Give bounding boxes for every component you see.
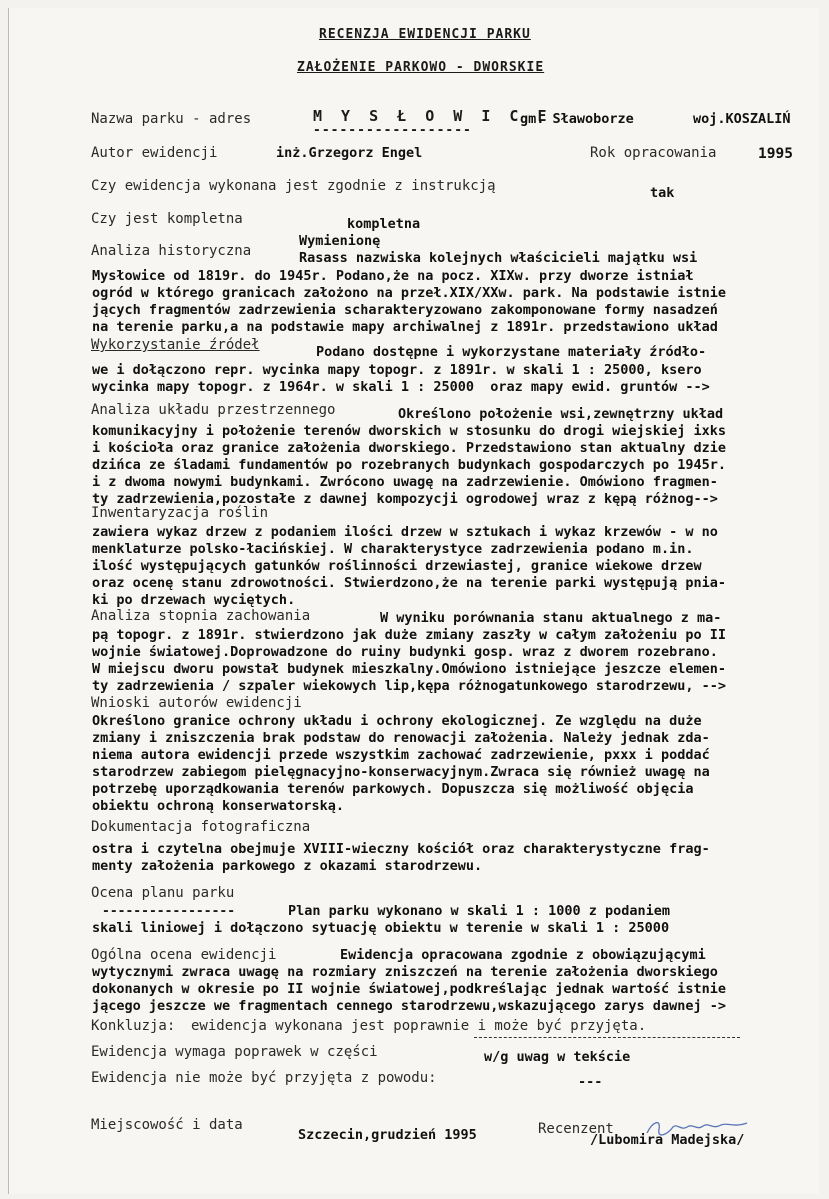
uklad-line-2: komunikacyjny i położenie terenów dworskich w stosunku do drogi wiejskiej ixks [92,423,726,439]
ogolna-line-4: jącego jeszcze we fragmentach cennego starodrzewu,wskazującego zarys dawnej -> [92,998,726,1014]
zachowanie-line-4: W miejscu dworu powstał budynek mieszkalny.Omówiono istniejące jeszcze elemen- [92,661,726,677]
place-value: Szczecin,grudzień 1995 [298,1127,477,1143]
historia-line-5: na terenie parku,a na podstawie mapy archiwalnej z 1891r. przedstawiono układ [92,319,718,335]
park-name-underline: ------------------ [313,123,472,138]
konkluzja-underline [474,1037,740,1038]
zachowanie-line-3: wojnie światowej.Doprowadzone do ruiny budynki gosp. wraz z dworem rozebrano. [92,644,718,660]
dokumentacja-line-2: menty założenia parkowego z okazami starodrzewu. [92,858,483,874]
kompletna-label: Czy jest kompletna [91,211,243,227]
plan-label: Ocena planu parku [91,885,235,901]
uklad-line-5: i z dwoma nowymi budynkami. Zwrócono uwagę na zadrzewienie. Omówiono fragmen- [92,474,718,490]
plan-line-2: skali liniowej i dołączono sytuację obiektu w terenie w skali 1 : 25000 [92,920,670,936]
zrodla-line-1: Podano dostępne i wykorzystane materiały źródło- [316,344,707,360]
dokumentacja-line-1: ostra i czytelna obejmuje XVIII-wieczny kościół oraz charakterystyczne frag- [92,841,710,857]
zachowanie-line-5: ty zadrzewienia / szpaler wiekowych lip,kępa różnogatunkowego starodrzewu, --> [92,678,726,694]
author-label: Autor ewidencji [91,145,218,161]
historia-line-4: jących fragmentów zadrzewienia scharakteryzowano zakomponowane formy nasadzeń [92,302,718,318]
wnioski-line-6: obiektu ochroną konserwatorską. [92,798,344,814]
year-value: 1995 [758,146,793,162]
zrodla-label: Wykorzystanie źródeł [91,337,260,353]
konkluzja-label: Konkluzja: [91,1018,176,1034]
wnioski-line-3: niema autora ewidencji przede wszystkim zachować zadrzewienie, pxxx i poddać [92,747,710,763]
historia-insert: Wymienionę [299,233,381,249]
reviewer-value: /Lubomira Madejska/ [590,1132,745,1148]
historia-line-3: ogród w którego granicach założono na przeł.XIX/XXw. park. Na podstawie istnie [92,285,726,301]
place-label: Miejscowość i data [91,1117,243,1133]
author-value: inż.Grzegorz Engel [276,145,423,161]
uklad-line-3: i kościoła oraz granice założenia dworskiego. Przedstawiono stan aktualny dzie [92,440,726,456]
poprawki-label: Ewidencja wymaga poprawek w części [91,1044,378,1060]
year-label: Rok opracowania [590,145,717,161]
inwentaryzacja-line-4: oraz ocenę stanu zdrowotności. Stwierdzono,że na terenie parki występują pnia- [92,575,726,591]
wnioski-line-1: Określono granice ochrony układu i ochrony ekologicznej. Ze względu na duże [92,713,702,729]
uklad-line-1: Określono położenie wsi,zewnętrzny układ [398,406,724,422]
uklad-label: Analiza układu przestrzennego [91,402,336,418]
ogolna-line-1: Ewidencja opracowana zgodnie z obowiązującymi [340,947,706,963]
document-title: RECENZJA EWIDENCJI PARKU [319,27,531,42]
konkluzja-value: ewidencja wykonana jest poprawnie i może być przyjęta. [191,1018,647,1034]
uklad-line-6: ty zadrzewienia,pozostałe z dawnej kompozycji ogrodowej wraz z kępą różnog--> [92,491,718,507]
wnioski-label: Wnioski autorów ewidencji [91,695,302,711]
inwentaryzacja-line-3: ilość występujących gatunków roślinności drzewiastej, granice wiekowe drzew [92,558,702,574]
zachowanie-line-1: W wyniku porównania stanu aktualnego z ma- [380,610,722,626]
zachowanie-line-2: pą topogr. z 1891r. stwierdzono jak duże zmiany zaszły w całym założeniu po II [92,627,726,643]
zrodla-line-2: we i dołączono repr. wycinka mapy topogr. z 1891r. w skali 1 : 25000, ksero [92,362,702,378]
ogolna-label: Ogólna ocena ewidencji [91,947,277,963]
plan-line-1: Plan parku wykonano w skali 1 : 1000 z podaniem [288,903,671,919]
dokumentacja-label: Dokumentacja fotograficzna [91,819,311,835]
inwentaryzacja-line-1: zawiera wykaz drzew z podaniem ilości drzew w sztukach i wykaz krzewów - w no [92,524,718,540]
park-gmina: gm. Sławoborze [520,111,634,127]
ogolna-line-3: dokonanych w okresie po II wojnie światowej,podkreślając jednak wartość istnie [92,981,726,997]
poprawki-value: w/g uwag w tekście [484,1049,631,1065]
reviewer-label: Recenzent [538,1121,614,1137]
zachowanie-label: Analiza stopnia zachowania [91,608,311,624]
park-wojewodztwo: woj.KOSZALIŃ [693,111,791,127]
wnioski-line-4: starodrzew zabiegom pielęgnacyjno-konserwacyjnym.Zwraca się również uwagę na [92,764,710,780]
zgodna-label: Czy ewidencja wykonana jest zgodnie z instrukcją [91,178,496,194]
ogolna-line-2: wytycznymi zwraca uwagę na rozmiary zniszczeń na terenie założenia dworskiego [92,964,718,980]
inwentaryzacja-line-2: menklaturze polsko-łacińskiej. W charakterystyce zadrzewienia podano m.in. [92,541,694,557]
document-subtitle: ZAŁOŻENIE PARKOWO - DWORSKIE [297,60,545,75]
historia-label: Analiza historyczna [91,243,252,259]
kompletna-value: kompletna [347,216,421,232]
nieprzyjeta-label: Ewidencja nie może być przyjęta z powodu: [91,1070,437,1086]
zrodla-line-3: wycinka mapy topogr. z 1964r. w skali 1 : 25000 oraz mapy ewid. gruntów --> [92,379,710,395]
park-name: M Y S Ł O W I C E [313,107,552,125]
historia-line-1: Rasass nazwiska kolejnych właścicieli majątku wsi [299,250,698,266]
uklad-line-4: dzińca ze śladami fundamentów po rozebranych budynkach gospodarczych po 1945r. [92,457,726,473]
wnioski-line-2: zmiany i zniszczenia brak podstaw do renowacji założenia. Należy jednak zda- [92,730,710,746]
plan-dashes: ----------------- [102,904,236,919]
inwentaryzacja-label: Inwentaryzacja roślin [91,505,269,521]
wnioski-line-5: potrzebę uporządkowania terenów parkowych. Dopuszcza się możliwość objęcia [92,781,694,797]
zgodna-value: tak [650,185,675,201]
inwentaryzacja-line-5: ki po drzewach wyciętych. [92,592,296,608]
park-name-label: Nazwa parku - adres [91,111,252,127]
historia-line-2: Mysłowice od 1819r. do 1945r. Podano,że na pocz. XIXw. przy dworze istniał [92,268,694,284]
nieprzyjeta-value: --- [578,1074,603,1090]
